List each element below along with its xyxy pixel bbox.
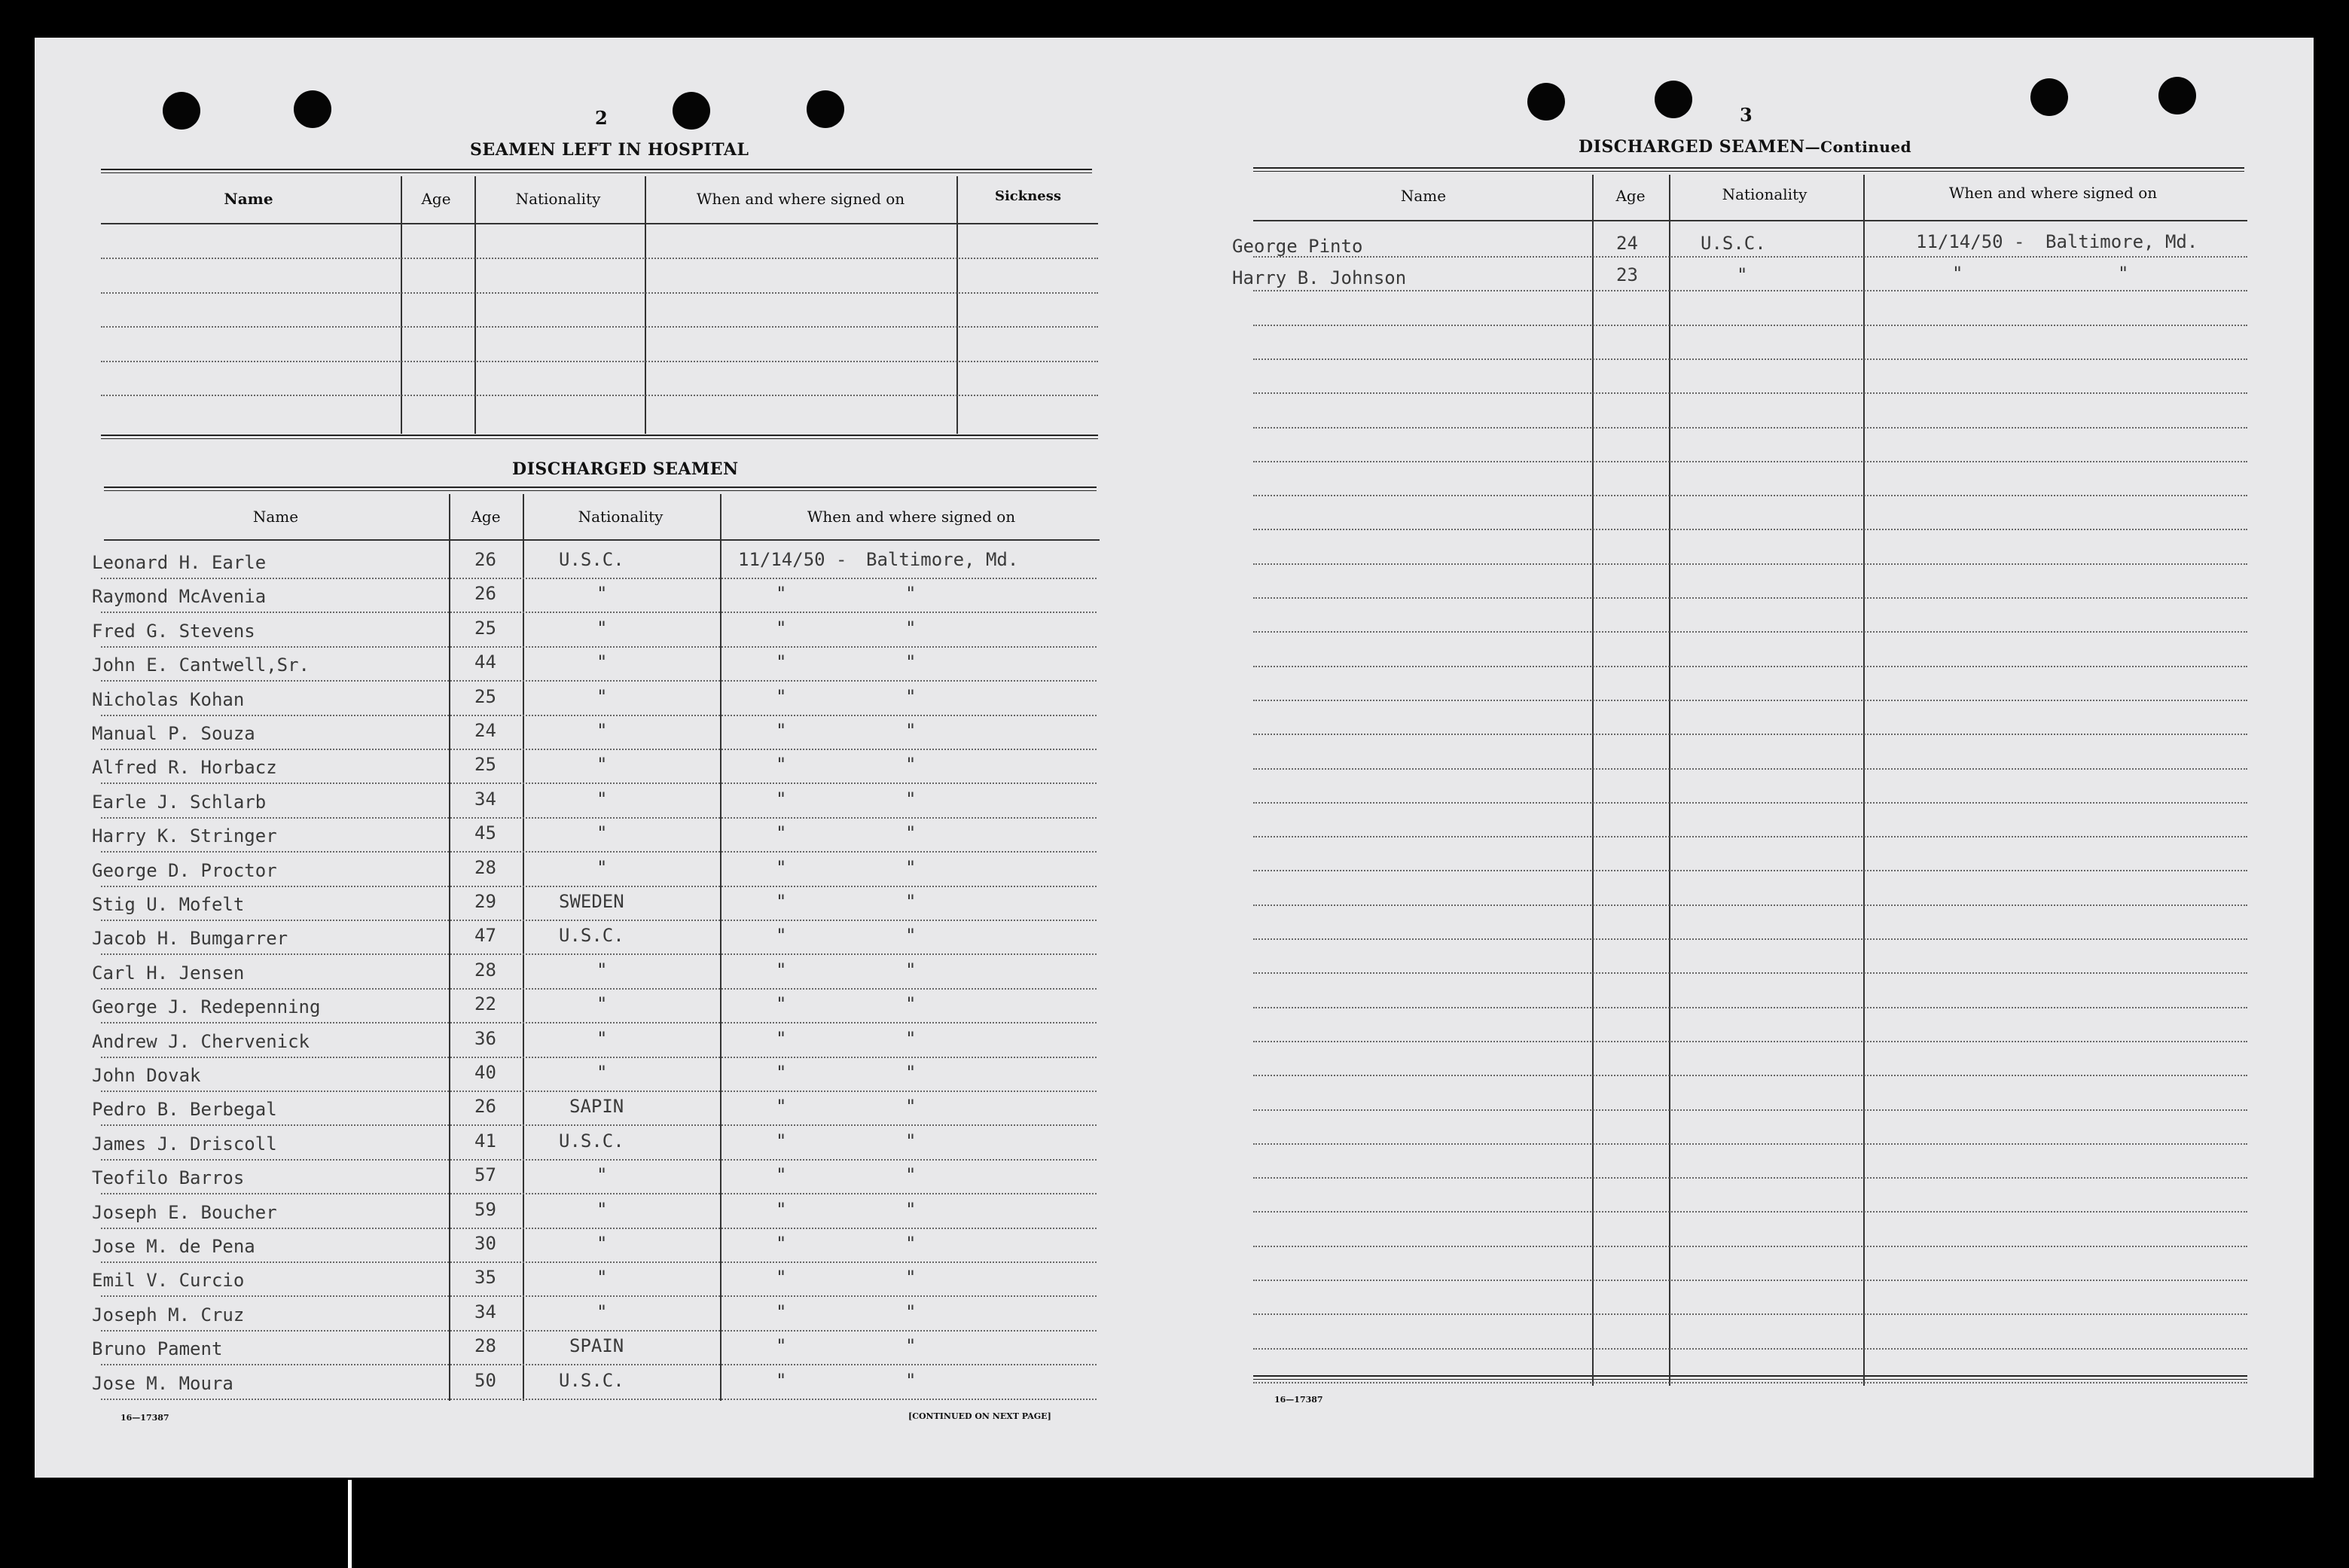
- discharged-entry-line: [101, 1124, 1097, 1126]
- right-entry-line: [1253, 1177, 2247, 1179]
- punch-hole: [673, 92, 710, 130]
- right-section-title: [1579, 137, 1911, 157]
- seaman-nationality: U.S.C.: [559, 549, 624, 570]
- seaman-age: 41: [474, 1130, 496, 1152]
- right-entry-line: [1253, 358, 2247, 360]
- seaman-nationality: ": [596, 720, 608, 741]
- seaman-nationality: ": [596, 1267, 608, 1289]
- discharged-entry-line: [101, 578, 1097, 579]
- right-column-divider: [1863, 175, 1865, 1386]
- right-entry-line: [1253, 1075, 2247, 1076]
- seaman-signed-date: ": [776, 1267, 787, 1289]
- seaman-nationality: ": [596, 1198, 608, 1220]
- seaman-age: 34: [474, 1301, 496, 1322]
- right-column-divider: [1669, 175, 1670, 1386]
- discharged-entry-line: [101, 715, 1097, 716]
- right-entry-line: [1253, 1313, 2247, 1315]
- right-header-rule: [1253, 220, 2247, 221]
- seaman-signed-place: ": [905, 651, 917, 673]
- discharged-entry-line: [101, 851, 1097, 853]
- seaman-signed-date: ": [776, 925, 787, 947]
- hospital-entry-line: [101, 395, 1098, 396]
- seaman-signed-place: ": [905, 583, 917, 605]
- discharged-entry-line: [101, 749, 1097, 750]
- seaman-signed-date: 11/14/50 -: [1916, 231, 2025, 252]
- form-number-left: 16—17387: [121, 1413, 169, 1423]
- seaman-age: 25: [474, 617, 496, 639]
- discharged-entry-line: [101, 1159, 1097, 1161]
- seaman-signed-place: ": [905, 617, 917, 639]
- hospital-col-age: Age: [421, 190, 451, 208]
- seaman-age: 28: [474, 959, 496, 981]
- seaman-age: 47: [474, 925, 496, 947]
- discharged-entry-line: [101, 920, 1097, 921]
- discharged-col-signed-on: When and where signed on: [807, 508, 1016, 526]
- seaman-signed-date: ": [776, 1301, 787, 1322]
- right-entry-line: [1253, 461, 2247, 462]
- discharged-col-age: Age: [471, 508, 501, 526]
- seaman-signed-place: ": [905, 891, 917, 912]
- seaman-signed-date: ": [776, 1198, 787, 1220]
- seaman-name: James J. Driscoll: [92, 1133, 277, 1155]
- seaman-name: Jacob H. Bumgarrer: [92, 928, 288, 950]
- seaman-age: 24: [474, 720, 496, 741]
- seaman-signed-place: ": [905, 1096, 917, 1118]
- seaman-age: 36: [474, 1027, 496, 1049]
- seaman-nationality: ": [596, 651, 608, 673]
- seaman-name: Teofilo Barros: [92, 1167, 245, 1189]
- seaman-age: 50: [474, 1369, 496, 1391]
- seaman-signed-date: ": [776, 1335, 787, 1357]
- right-entry-line: [1253, 392, 2247, 394]
- right-entry-line: [1253, 972, 2247, 974]
- hospital-col-sickness: Sickness: [994, 188, 1062, 204]
- seaman-age: 34: [474, 788, 496, 810]
- seaman-age: 35: [474, 1267, 496, 1289]
- seaman-signed-date: ": [776, 1233, 787, 1254]
- seaman-age: 26: [474, 583, 496, 605]
- seaman-signed-place: Baltimore, Md.: [2045, 231, 2198, 252]
- continued-note: [CONTINUED ON NEXT PAGE]: [908, 1411, 1051, 1421]
- seaman-nationality: SAPIN: [569, 1096, 624, 1118]
- seaman-name: Leonard H. Earle: [92, 552, 267, 573]
- right-col-age: Age: [1615, 187, 1646, 205]
- seaman-name: Jose M. Moura: [92, 1372, 233, 1394]
- scan-artifact: [348, 1480, 352, 1568]
- right-entry-line: [1253, 1109, 2247, 1111]
- seaman-name: Emil V. Curcio: [92, 1270, 245, 1292]
- seaman-signed-place: ": [905, 856, 917, 878]
- right-entry-line: [1253, 904, 2247, 906]
- discharged-entry-line: [101, 1261, 1097, 1263]
- seaman-name: Carl H. Jensen: [92, 962, 245, 984]
- seaman-name: George Pinto: [1232, 236, 1363, 257]
- seaman-signed-place: ": [905, 1267, 917, 1289]
- seaman-age: 30: [474, 1233, 496, 1254]
- seaman-signed-place: ": [905, 788, 917, 810]
- hospital-header-rule: [101, 223, 1098, 224]
- right-entry-line: [1253, 325, 2247, 326]
- seaman-signed-date: ": [776, 822, 787, 844]
- seaman-name: George D. Proctor: [92, 859, 277, 881]
- seaman-age: 25: [474, 754, 496, 776]
- discharged-entry-line: [101, 1091, 1097, 1092]
- seaman-nationality: ": [596, 617, 608, 639]
- discharged-section-title: DISCHARGED SEAMEN: [512, 459, 739, 479]
- seaman-nationality: ": [596, 959, 608, 981]
- right-entry-line: [1253, 495, 2247, 496]
- seaman-age: 28: [474, 856, 496, 878]
- hospital-section-title: SEAMEN LEFT IN HOSPITAL: [470, 140, 749, 160]
- seaman-age: 25: [474, 685, 496, 707]
- discharged-entry-line: [101, 612, 1097, 613]
- seaman-signed-date: ": [776, 583, 787, 605]
- right-entry-line: [1253, 836, 2247, 837]
- seaman-nationality: ": [596, 1062, 608, 1083]
- seaman-signed-date: ": [776, 685, 787, 707]
- seaman-name: Harry B. Johnson: [1232, 267, 1407, 288]
- seaman-name: Joseph E. Boucher: [92, 1201, 277, 1223]
- seaman-signed-date: ": [776, 1027, 787, 1049]
- seaman-nationality: ": [596, 583, 608, 605]
- right-entry-line: [1253, 666, 2247, 667]
- seaman-name: Raymond McAvenia: [92, 586, 267, 608]
- right-bottom-rule: [1253, 1375, 2247, 1380]
- right-column-divider: [1592, 175, 1594, 1386]
- seaman-nationality: ": [596, 856, 608, 878]
- seaman-signed-date: ": [776, 856, 787, 878]
- seaman-nationality: ": [596, 993, 608, 1015]
- seaman-nationality: U.S.C.: [1701, 233, 1766, 254]
- seaman-age: 59: [474, 1198, 496, 1220]
- seaman-age: 23: [1616, 264, 1638, 285]
- seaman-signed-place: ": [905, 1164, 917, 1186]
- seaman-nationality: ": [596, 822, 608, 844]
- punch-hole: [163, 92, 200, 130]
- hospital-top-rule: [101, 169, 1092, 173]
- right-entry-line: [1253, 700, 2247, 701]
- seaman-name: John Dovak: [92, 1065, 201, 1086]
- seaman-signed-date: ": [776, 651, 787, 673]
- right-top-rule: [1253, 167, 2244, 172]
- seaman-nationality: U.S.C.: [559, 925, 624, 947]
- seaman-name: Manual P. Souza: [92, 723, 255, 744]
- seaman-signed-place: ": [905, 720, 917, 741]
- discharged-entry-line: [101, 782, 1097, 784]
- seaman-age: 26: [474, 1096, 496, 1118]
- right-title-text: DISCHARGED SEAMEN: [1579, 137, 1805, 157]
- seaman-name: Fred G. Stevens: [92, 620, 255, 642]
- right-col-nationality: Nationality: [1722, 185, 1808, 203]
- seaman-signed-place: ": [905, 1130, 917, 1152]
- hospital-bottom-rule: [101, 435, 1098, 439]
- discharged-col-nationality: Nationality: [578, 508, 664, 526]
- right-entry-line: [1253, 1246, 2247, 1247]
- punch-hole: [2030, 78, 2068, 116]
- page-number-left: 2: [595, 107, 608, 129]
- seaman-nationality: ": [596, 1233, 608, 1254]
- seaman-signed-place: ": [905, 1369, 917, 1391]
- discharged-entry-line: [101, 817, 1097, 819]
- right-entry-line: [1253, 563, 2247, 565]
- discharged-entry-line: [101, 1399, 1097, 1400]
- discharged-entry-line: [101, 680, 1097, 682]
- seaman-nationality: U.S.C.: [559, 1369, 624, 1391]
- seaman-nationality: SPAIN: [569, 1335, 624, 1357]
- right-col-name: Name: [1400, 187, 1447, 205]
- seaman-signed-date: ": [1952, 263, 1963, 284]
- discharged-entry-line: [101, 1228, 1097, 1229]
- hospital-entry-line: [101, 258, 1098, 259]
- form-number-right: 16—17387: [1274, 1395, 1323, 1405]
- discharged-entry-line: [101, 1330, 1097, 1332]
- seaman-signed-place: ": [2118, 263, 2129, 284]
- right-entry-line: [1253, 597, 2247, 599]
- seaman-signed-date: ": [776, 1369, 787, 1391]
- right-entry-line: [1253, 1041, 2247, 1042]
- punch-hole: [2158, 77, 2196, 114]
- right-entry-line: [1253, 1382, 2247, 1383]
- seaman-age: 45: [474, 822, 496, 844]
- punch-hole: [1527, 83, 1565, 120]
- seaman-signed-place: ": [905, 1062, 917, 1083]
- discharged-entry-line: [101, 953, 1097, 955]
- discharged-entry-line: [101, 646, 1097, 648]
- seaman-signed-place: ": [905, 993, 917, 1015]
- right-entry-line: [1253, 1280, 2247, 1281]
- right-entry-line: [1253, 1348, 2247, 1350]
- discharged-entry-line: [101, 1364, 1097, 1365]
- discharged-entry-line: [101, 1295, 1097, 1297]
- discharged-column-divider: [523, 494, 524, 1401]
- seaman-signed-place: ": [905, 925, 917, 947]
- right-entry-line: [1253, 1211, 2247, 1213]
- right-entry-line: [1253, 768, 2247, 770]
- hospital-entry-line: [101, 292, 1098, 294]
- seaman-nationality: ": [1737, 264, 1748, 285]
- seaman-signed-date: ": [776, 788, 787, 810]
- right-entry-line: [1253, 734, 2247, 735]
- seaman-age: 57: [474, 1164, 496, 1186]
- discharged-entry-line: [101, 1022, 1097, 1023]
- seaman-name: Joseph M. Cruz: [92, 1304, 245, 1325]
- right-entry-line: [1253, 802, 2247, 804]
- seaman-name: John E. Cantwell,Sr.: [92, 654, 310, 676]
- seaman-age: 29: [474, 891, 496, 912]
- right-entry-line: [1253, 1007, 2247, 1008]
- seaman-nationality: U.S.C.: [559, 1130, 624, 1152]
- discharged-header-rule: [104, 539, 1100, 541]
- seaman-age: 22: [474, 993, 496, 1015]
- right-title-suffix: —Continued: [1804, 138, 1912, 156]
- right-entry-line: [1253, 427, 2247, 429]
- hospital-col-nationality: Nationality: [515, 190, 601, 208]
- seaman-signed-date: ": [776, 993, 787, 1015]
- discharged-top-rule: [104, 487, 1097, 491]
- seaman-signed-date: ": [776, 1096, 787, 1118]
- discharged-entry-line: [101, 886, 1097, 887]
- seaman-signed-place: ": [905, 1335, 917, 1357]
- seaman-name: Bruno Pament: [92, 1338, 223, 1360]
- seaman-signed-place: ": [905, 1301, 917, 1322]
- hospital-entry-line: [101, 326, 1098, 328]
- seaman-age: 26: [474, 549, 496, 570]
- right-entry-line: [1253, 256, 2247, 258]
- right-entry-line: [1253, 631, 2247, 633]
- seaman-name: Alfred R. Horbacz: [92, 757, 277, 779]
- seaman-name: Stig U. Mofelt: [92, 894, 245, 915]
- seaman-age: 40: [474, 1062, 496, 1083]
- seaman-nationality: ": [596, 1027, 608, 1049]
- seaman-signed-place: ": [905, 754, 917, 776]
- seaman-name: George J. Redepenning: [92, 996, 321, 1018]
- seaman-name: Nicholas Kohan: [92, 688, 245, 710]
- seaman-signed-date: ": [776, 617, 787, 639]
- discharged-entry-line: [101, 1193, 1097, 1194]
- right-entry-line: [1253, 870, 2247, 871]
- seaman-signed-date: ": [776, 891, 787, 912]
- seaman-signed-place: ": [905, 1198, 917, 1220]
- right-entry-line: [1253, 529, 2247, 530]
- punch-hole: [1655, 81, 1692, 118]
- seaman-signed-date: ": [776, 720, 787, 741]
- right-col-signed-on: When and where signed on: [1948, 184, 2158, 202]
- punch-hole: [807, 90, 844, 128]
- hospital-col-signed-on: When and where signed on: [696, 190, 905, 208]
- seaman-signed-place: Baltimore, Md.: [866, 549, 1019, 570]
- seaman-age: 24: [1616, 233, 1638, 254]
- seaman-age: 28: [474, 1335, 496, 1357]
- seaman-signed-date: ": [776, 959, 787, 981]
- seaman-signed-place: ": [905, 1233, 917, 1254]
- discharged-entry-line: [101, 1057, 1097, 1058]
- seaman-signed-date: ": [776, 1130, 787, 1152]
- discharged-column-divider: [720, 494, 721, 1401]
- seaman-age: 44: [474, 651, 496, 673]
- seaman-nationality: ": [596, 1301, 608, 1322]
- seaman-signed-place: ": [905, 685, 917, 707]
- punch-hole: [294, 90, 331, 128]
- seaman-signed-place: ": [905, 959, 917, 981]
- right-entry-line: [1253, 290, 2247, 291]
- seaman-signed-place: ": [905, 822, 917, 844]
- right-entry-line: [1253, 1143, 2247, 1145]
- seaman-signed-place: ": [905, 1027, 917, 1049]
- hospital-entry-line: [101, 361, 1098, 362]
- seaman-signed-date: 11/14/50 -: [738, 549, 847, 570]
- seaman-nationality: ": [596, 1164, 608, 1186]
- discharged-col-name: Name: [252, 508, 299, 526]
- seaman-signed-date: ": [776, 1164, 787, 1186]
- seaman-nationality: SWEDEN: [559, 891, 624, 912]
- page-number-right: 3: [1740, 104, 1753, 126]
- seaman-nationality: ": [596, 788, 608, 810]
- right-entry-line: [1253, 938, 2247, 940]
- seaman-name: Pedro B. Berbegal: [92, 1099, 277, 1121]
- seaman-name: Andrew J. Chervenick: [92, 1030, 310, 1052]
- seaman-nationality: ": [596, 754, 608, 776]
- discharged-entry-line: [101, 988, 1097, 990]
- seaman-name: Harry K. Stringer: [92, 825, 277, 847]
- seaman-signed-date: ": [776, 1062, 787, 1083]
- seaman-signed-date: ": [776, 754, 787, 776]
- seaman-nationality: ": [596, 685, 608, 707]
- discharged-column-divider: [449, 494, 450, 1401]
- seaman-name: Jose M. de Pena: [92, 1236, 255, 1257]
- hospital-col-name: Name: [224, 190, 273, 208]
- seaman-name: Earle J. Schlarb: [92, 791, 267, 813]
